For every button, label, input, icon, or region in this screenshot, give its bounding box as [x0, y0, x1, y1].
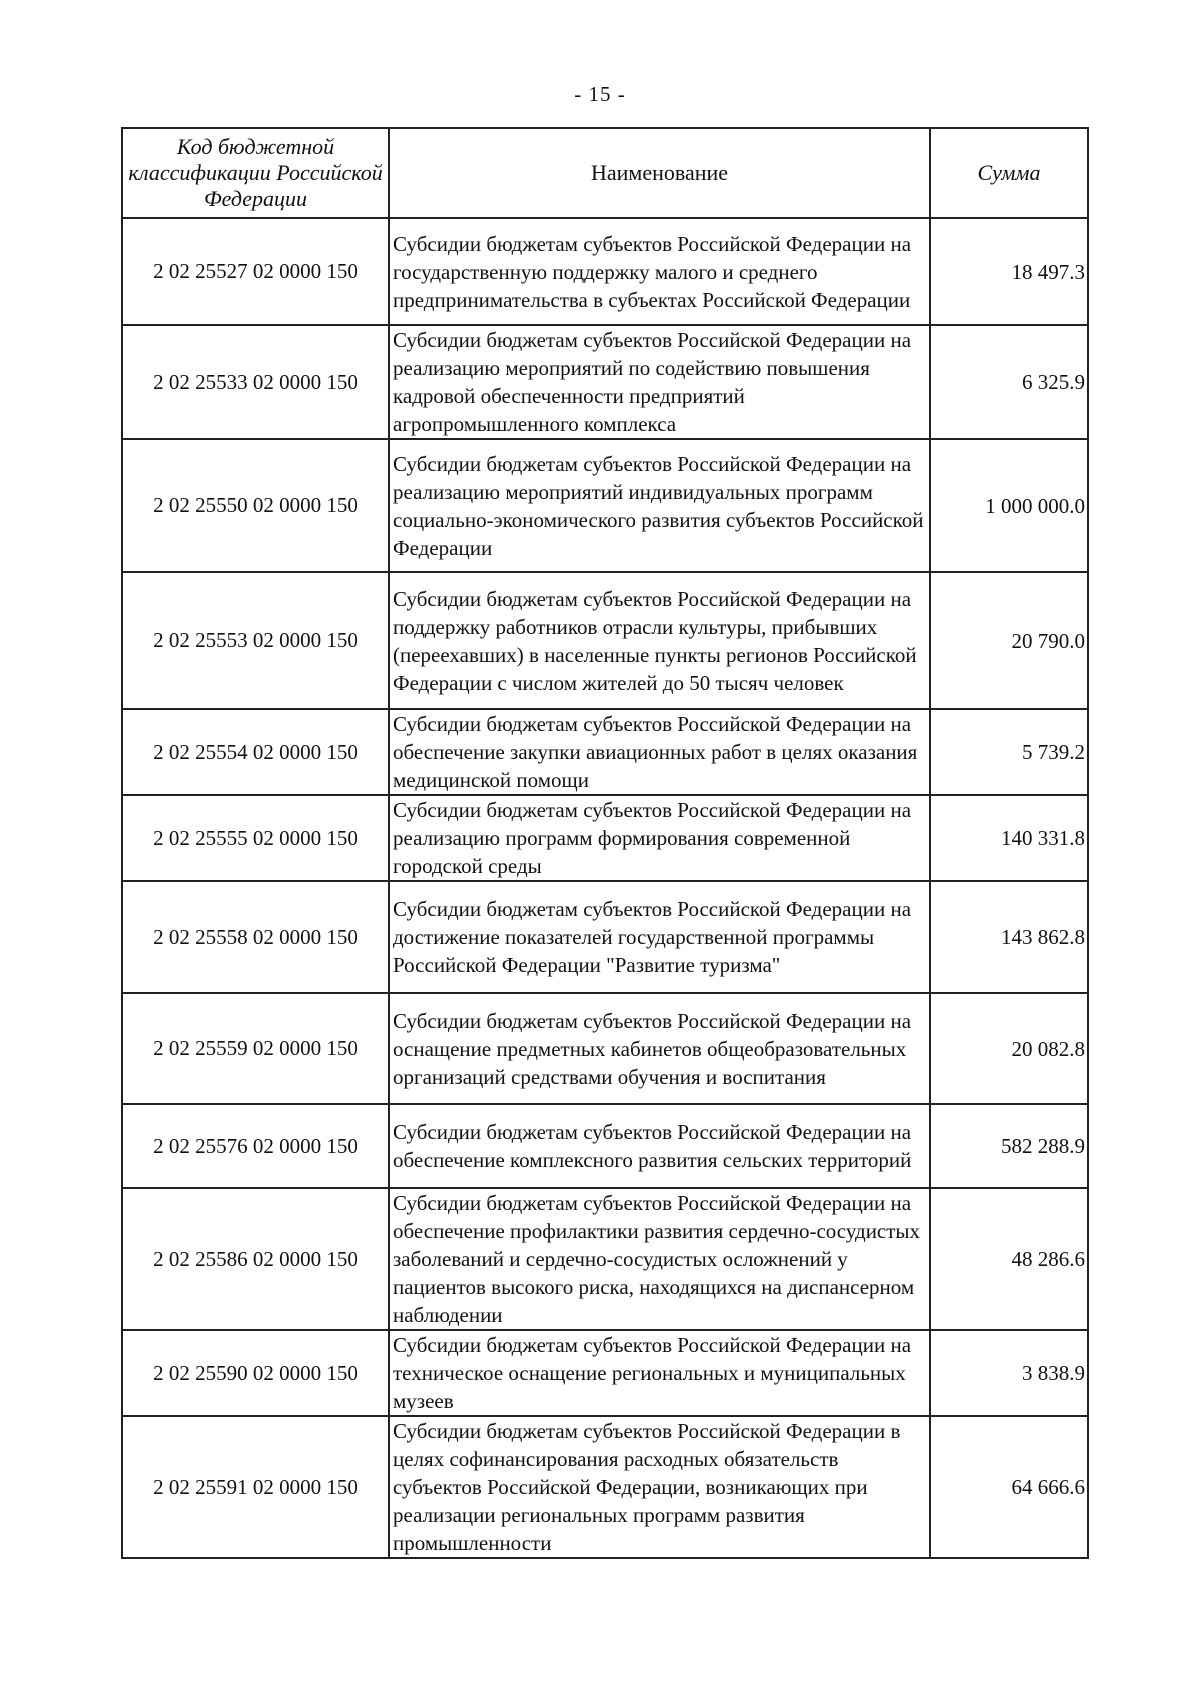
- row-code: 2 02 25591 02 0000 150: [122, 1416, 389, 1558]
- row-name: Субсидии бюджетам субъектов Российской Федерации на реализацию программ формирования современной городской среды: [389, 795, 930, 881]
- row-sum: 582 288.9: [930, 1104, 1088, 1188]
- row-sum: 3 838.9: [930, 1330, 1088, 1416]
- page-number: - 15 -: [574, 82, 626, 106]
- table-row: [122, 1416, 1088, 1558]
- row-code: 2 02 25533 02 0000 150: [122, 325, 389, 439]
- table-row: [122, 993, 1088, 1104]
- row-sum: 6 325.9: [930, 325, 1088, 439]
- row-sum: 64 666.6: [930, 1416, 1088, 1558]
- table-row: [122, 218, 1088, 325]
- row-sum: 143 862.8: [930, 881, 1088, 993]
- row-sum: 5 739.2: [930, 709, 1088, 795]
- row-name: Субсидии бюджетам субъектов Российской Федерации на техническое оснащение региональных и муниципальных музеев: [389, 1330, 930, 1416]
- row-sum: 20 082.8: [930, 993, 1088, 1104]
- row-code: 2 02 25590 02 0000 150: [122, 1330, 389, 1416]
- header-code: Код бюджетной классификации Российской Федерации: [122, 128, 389, 218]
- row-name: Субсидии бюджетам субъектов Российской Федерации на оснащение предметных кабинетов общеобразовательных организаций средствами обучения и воспитания: [389, 993, 930, 1104]
- row-sum: 18 497.3: [930, 218, 1088, 325]
- row-code: 2 02 25527 02 0000 150: [122, 218, 389, 325]
- row-sum: 1 000 000.0: [930, 439, 1088, 572]
- table-row: [122, 1188, 1088, 1330]
- table-row: [122, 1330, 1088, 1416]
- table-row: [122, 881, 1088, 993]
- row-name: Субсидии бюджетам субъектов Российской Федерации на государственную поддержку малого и среднего предпринимательства в субъектах Российской Федерации: [389, 218, 930, 325]
- row-name: Субсидии бюджетам субъектов Российской Федерации в целях софинансирования расходных обязательств субъектов Российской Федерации, возникающих при реализации региональных программ развития промышленности: [389, 1416, 930, 1558]
- row-code: 2 02 25586 02 0000 150: [122, 1188, 389, 1330]
- row-code: 2 02 25554 02 0000 150: [122, 709, 389, 795]
- row-name: Субсидии бюджетам субъектов Российской Федерации на реализацию мероприятий индивидуальных программ социально-экономического развития субъектов Российской Федерации: [389, 439, 930, 572]
- row-name: Субсидии бюджетам субъектов Российской Федерации на реализацию мероприятий по содействию повышения кадровой обеспеченности предприятий агропромышленного комплекса: [389, 325, 930, 439]
- header-sum: Сумма: [930, 128, 1088, 218]
- row-code: 2 02 25576 02 0000 150: [122, 1104, 389, 1188]
- table-row: [122, 1104, 1088, 1188]
- row-code: 2 02 25553 02 0000 150: [122, 572, 389, 709]
- row-name: Субсидии бюджетам субъектов Российской Федерации на обеспечение закупки авиационных работ в целях оказания медицинской помощи: [389, 709, 930, 795]
- table-row: [122, 325, 1088, 439]
- table-row: [122, 572, 1088, 709]
- row-code: 2 02 25555 02 0000 150: [122, 795, 389, 881]
- row-name: Субсидии бюджетам субъектов Российской Федерации на поддержку работников отрасли культуры, прибывших (переехавших) в населенные пункты регионов Российской Федерации с числом жителей до 50 тысяч человек: [389, 572, 930, 709]
- row-name: Субсидии бюджетам субъектов Российской Федерации на достижение показателей государственной программы Российской Федерации "Развитие туризма": [389, 881, 930, 993]
- header-name: Наименование: [389, 128, 930, 218]
- row-code: 2 02 25558 02 0000 150: [122, 881, 389, 993]
- table-row: [122, 709, 1088, 795]
- table-row: [122, 439, 1088, 572]
- row-name: Субсидии бюджетам субъектов Российской Федерации на обеспечение профилактики развития сердечно-сосудистых заболеваний и сердечно-сосудистых осложнений у пациентов высокого риска, находящихся на диспансерном наблюдении: [389, 1188, 930, 1330]
- row-code: 2 02 25550 02 0000 150: [122, 439, 389, 572]
- table-header-row: [122, 128, 1088, 218]
- table-row: [122, 795, 1088, 881]
- row-sum: 20 790.0: [930, 572, 1088, 709]
- row-name: Субсидии бюджетам субъектов Российской Федерации на обеспечение комплексного развития сельских территорий: [389, 1104, 930, 1188]
- row-sum: 140 331.8: [930, 795, 1088, 881]
- row-sum: 48 286.6: [930, 1188, 1088, 1330]
- budget-table: [121, 127, 1089, 1559]
- row-code: 2 02 25559 02 0000 150: [122, 993, 389, 1104]
